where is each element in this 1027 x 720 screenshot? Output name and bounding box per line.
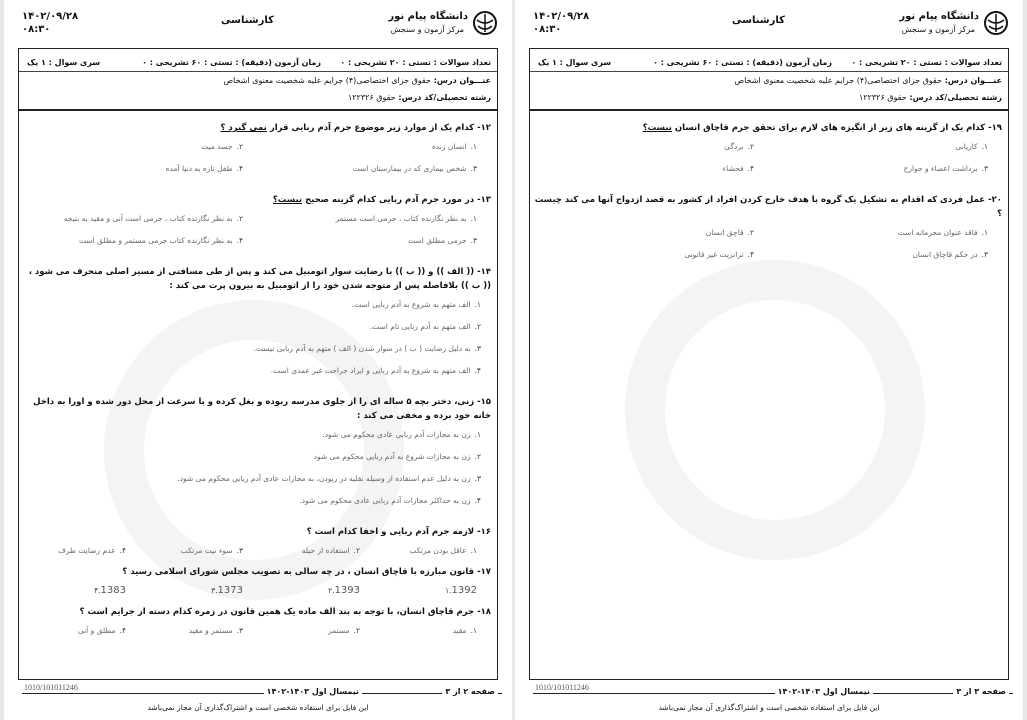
question-text: [23, 121, 491, 135]
question-counts: تعداد سوالات : تستی : ۲۰ تشریحی : ۰: [851, 58, 1002, 67]
option-number: ۱.: [445, 586, 452, 595]
answer-option[interactable]: [374, 625, 491, 637]
option-number: ۲.: [474, 452, 481, 461]
answer-option[interactable]: [140, 585, 257, 597]
question-item: [23, 525, 491, 557]
answer-option[interactable]: [140, 625, 257, 637]
option-number: ۱.: [470, 546, 477, 555]
option-number: ۱.: [474, 430, 481, 439]
question-stem: (( الف )) و (( ب )) با رضایت سوار اتومبیل می کند و پس از طی مسافتی از مسیر اصلی منحرف می شود ، (( ب )) بلافاصله پس از متوجه شدن خود را از اتومبیل به بیرون پرت می کند :: [28, 267, 491, 291]
question-item: [23, 265, 491, 387]
answer-option[interactable]: [23, 235, 257, 247]
question-number: ۱۴-: [477, 267, 491, 277]
option-text: فحشاء: [722, 164, 744, 173]
answer-option[interactable]: [23, 163, 257, 175]
university-emblem-icon: [472, 10, 498, 36]
answer-option[interactable]: [23, 429, 491, 441]
answer-options: [534, 141, 1002, 185]
term-label: نیمسال اول ۱۴۰۳-۱۴۰۲: [264, 687, 362, 696]
option-text: الف متهم به شروع به آدم ربایی و ایراد جراحت غیر عمدی است.: [270, 366, 471, 375]
answer-option[interactable]: [23, 625, 140, 637]
answer-option[interactable]: [534, 163, 768, 175]
page-footer: [22, 683, 502, 701]
option-number: ۳.: [211, 586, 218, 595]
answer-option[interactable]: [374, 585, 491, 597]
answer-option[interactable]: [23, 365, 491, 377]
exam-time: ۰۸:۳۰: [22, 24, 51, 35]
option-text: مطلق و آنی: [77, 626, 116, 635]
page-number: صفحه ۲ از ۳: [442, 687, 498, 696]
exam-info-row: [530, 58, 1008, 72]
university-emblem-icon: [983, 10, 1009, 36]
option-text: به نظر نگارنده کتاب ، جرمی است مستمر: [335, 214, 467, 223]
question-number: ۱۳-: [477, 195, 491, 205]
option-text: به دلیل رضایت ( ب ) در سوار شدن ( الف ) متهم به آدم ربایی نیست.: [253, 344, 471, 353]
exam-datetime: [533, 10, 589, 36]
answer-option[interactable]: [23, 141, 257, 153]
divider: [19, 71, 497, 72]
question-number: ۱۵-: [477, 397, 491, 407]
divider: [530, 71, 1008, 72]
option-number: ۳.: [981, 250, 988, 259]
exam-center-name: مرکز آزمون و سنجش: [390, 25, 464, 34]
exam-page-3: [515, 0, 1023, 720]
question-stem: زنی، دختر بچه ۵ ساله ای را از جلوی مدرسه ربوده و بغل کرده و با سرعت از محل دور شده و اورا به داخل خانه خود برده و مخفی می کند :: [33, 397, 491, 421]
copyright-notice: این فایل برای استفاده شخصی است و اشتراک‌گذاری آن مجاز نمی‌باشد: [658, 703, 880, 712]
exam-info-row: [19, 58, 497, 72]
question-text: [23, 193, 491, 207]
option-text: عدم رضایت طرف: [58, 546, 116, 555]
option-text: به نظر نگارنده کتاب ، جرمی است آنی و مقید به نتیجه: [63, 214, 233, 223]
option-text: الف متهم به آدم ربایی تام است.: [369, 322, 471, 331]
question-item: [23, 193, 491, 257]
answer-option[interactable]: [23, 495, 491, 507]
option-number: ۲.: [474, 322, 481, 331]
page-footer: [533, 683, 1013, 701]
exam-date: ۱۴۰۲/۰۹/۲۸: [533, 11, 590, 22]
answer-option[interactable]: [374, 545, 491, 557]
option-number: ۳.: [474, 474, 481, 483]
question-number: ۱۶-: [477, 527, 491, 537]
option-number: ۲.: [353, 546, 360, 555]
option-number: ۱.: [981, 228, 988, 237]
option-number: ۳.: [236, 546, 243, 555]
exam-duration: زمان آزمون (دقیقه) : تستی : ۶۰ تشریحی : ۰: [653, 58, 832, 67]
question-item: [23, 605, 491, 637]
question-text: [23, 265, 491, 293]
option-number: ۴.: [119, 546, 126, 555]
copyright-notice: این فایل برای استفاده شخصی است و اشتراک‌گذاری آن مجاز نمی‌باشد: [147, 703, 369, 712]
term-label: نیمسال اول ۱۴۰۳-۱۴۰۲: [775, 687, 873, 696]
option-text: 1383: [100, 585, 126, 596]
option-number: ۴.: [236, 236, 243, 245]
exam-time: ۰۸:۳۰: [533, 24, 562, 35]
answer-option[interactable]: [257, 213, 491, 225]
page-number: صفحه ۳ از ۳: [953, 687, 1009, 696]
question-item: [23, 565, 491, 597]
option-number: ۱.: [474, 300, 481, 309]
option-number: ۲.: [236, 142, 243, 151]
question-number: ۲۰-: [988, 195, 1002, 205]
answer-options: [23, 429, 491, 517]
option-text: زن به دلیل عدم استفاده از وسیله نقلیه در ربودن، به مجازات عادی آدم ربایی محکوم می شود.: [177, 474, 471, 483]
option-number: ۲.: [747, 228, 754, 237]
course-title: عنـــوان درس: حقوق جزای اختصاصی(۴) جرایم علیه شخصیت معنوی اشخاص: [734, 76, 1002, 85]
option-text: 1392: [451, 585, 477, 596]
answer-option[interactable]: [23, 213, 257, 225]
answer-option[interactable]: [23, 321, 491, 333]
course-title: عنـــوان درس: حقوق جزای اختصاصی(۴) جرایم علیه شخصیت معنوی اشخاص: [223, 76, 491, 85]
question-item: [534, 121, 1002, 185]
answer-option[interactable]: [23, 451, 491, 463]
option-number: ۴.: [94, 586, 101, 595]
option-number: ۴.: [747, 164, 754, 173]
divider: [533, 693, 1013, 694]
option-number: ۳.: [981, 164, 988, 173]
answer-option[interactable]: [23, 585, 140, 597]
question-stem: کدام یک از گزینه های زیر از انگیزه های لازم برای تحقق جرم قاچاق انسان: [671, 123, 986, 133]
option-text: در حکم قاچاق انسان: [912, 250, 978, 259]
university-logo: [839, 8, 1009, 44]
option-text: زن به حداکثر مجازات آدم ربایی عادی محکوم می شود.: [299, 496, 471, 505]
question-series: سری سوال : ۱ یک: [538, 58, 612, 67]
exam-code: 1010/101011246: [24, 683, 78, 692]
option-text: زن به مجازات آدم ربایی عادی محکوم می شود.: [322, 430, 471, 439]
option-text: کاریابی: [955, 142, 978, 151]
exam-page-2: [4, 0, 512, 720]
field-code-value: حقوق ۱۲۲۳۲۶: [858, 93, 907, 102]
option-text: برداشت اعضاء و جوارح: [903, 164, 978, 173]
exam-date: ۱۴۰۲/۰۹/۲۸: [22, 11, 79, 22]
answer-option[interactable]: [768, 141, 1002, 153]
option-number: ۱.: [470, 142, 477, 151]
option-text: مقید: [452, 626, 467, 635]
option-text: مستمر: [328, 626, 350, 635]
question-item: [534, 193, 1002, 271]
university-name: دانشگاه پیام نور: [388, 11, 468, 22]
answer-option[interactable]: [768, 227, 1002, 239]
answer-option[interactable]: [23, 299, 491, 311]
question-stem: در مورد جرم آدم ربایی کدام گزینه صحیح: [302, 195, 475, 205]
option-number: ۴.: [747, 250, 754, 259]
exam-duration: زمان آزمون (دقیقه) : تستی : ۶۰ تشریحی : ۰: [142, 58, 321, 67]
question-item: [23, 121, 491, 185]
question-stem: کدام یک از موارد زیر موضوع جرم آدم ربایی قرار: [266, 123, 475, 133]
question-text: [23, 525, 491, 539]
degree-level: کارشناسی: [732, 15, 785, 26]
answer-option[interactable]: [257, 235, 491, 247]
answer-options: [23, 625, 491, 637]
field-code: رشته تحصیلی/کد درس: حقوق ۱۲۲۳۲۶: [347, 93, 491, 102]
answer-options: [23, 213, 491, 257]
field-code: رشته تحصیلی/کد درس: حقوق ۱۲۲۳۲۶: [858, 93, 1002, 102]
page-header: [515, 0, 1023, 48]
option-text: الف متهم به شروع به آدم ربایی است.: [351, 300, 471, 309]
option-number: ۲.: [747, 142, 754, 151]
question-stem: قانون مبارزه با قاچاق انسان ، در چه سالی به تصویب مجلس شورای اسلامی رسید ؟: [122, 567, 475, 577]
option-number: ۴.: [119, 626, 126, 635]
question-text: [23, 565, 491, 579]
option-text: بردگی: [724, 142, 744, 151]
answer-options: [23, 299, 491, 387]
divider: [19, 109, 497, 111]
question-list: [534, 121, 1002, 279]
option-text: 1393: [334, 585, 360, 596]
option-text: به نظر نگارنده کتاب جرمی مستمر و مطلق است: [79, 236, 233, 245]
question-series: سری سوال : ۱ یک: [27, 58, 101, 67]
option-number: ۴.: [474, 366, 481, 375]
option-text: 1373: [217, 585, 243, 596]
option-text: استفاده از حیله: [301, 546, 350, 555]
option-text: فاقد عنوان مجرمانه است: [897, 228, 978, 237]
degree-level: کارشناسی: [221, 15, 274, 26]
option-text: عاقل بودن مرتکب: [409, 546, 467, 555]
answer-options: [23, 545, 491, 557]
field-code-value: حقوق ۱۲۲۳۲۶: [347, 93, 396, 102]
option-number: ۳.: [470, 236, 477, 245]
question-emphasis: نمی گیرد ؟: [220, 123, 267, 133]
option-text: جسد میت: [201, 142, 233, 151]
university-name: دانشگاه پیام نور: [899, 11, 979, 22]
option-number: ۴.: [236, 164, 243, 173]
option-text: شخص بیماری که در بیمارستان است: [352, 164, 467, 173]
option-text: ترانزیت غیر قانونی: [684, 250, 744, 259]
answer-option[interactable]: [768, 163, 1002, 175]
answer-option[interactable]: [257, 585, 374, 597]
question-number: ۱۸-: [477, 607, 491, 617]
question-stem: لازمه جرم آدم ربایی و اخفا کدام است ؟: [306, 527, 475, 537]
question-stem: جرم قاچاق انسان، با توجه به بند الف ماده یک همین قانون در زمره کدام دسته از جرایم است ؟: [79, 607, 475, 617]
answer-options: [23, 141, 491, 185]
answer-options: [534, 227, 1002, 271]
question-text: [23, 395, 491, 423]
option-number: ۱.: [470, 626, 477, 635]
option-number: ۲.: [236, 214, 243, 223]
option-text: سوء نیت مرتکب: [180, 546, 233, 555]
option-number: ۴.: [474, 496, 481, 505]
option-number: ۱.: [470, 214, 477, 223]
question-stem: عمل فردی که اقدام به تشکیل یک گروه با هدف خارج کردن افراد از کشور به قصد ازدواج آنها می کند چیست ؟: [534, 195, 1002, 219]
divider: [22, 693, 502, 694]
answer-option[interactable]: [257, 163, 491, 175]
option-text: مستمر و مقید: [188, 626, 233, 635]
divider: [530, 109, 1008, 111]
answer-options: [23, 585, 491, 597]
answer-option[interactable]: [534, 227, 768, 239]
university-logo: [328, 8, 498, 44]
answer-option[interactable]: [23, 545, 140, 557]
answer-option[interactable]: [534, 141, 768, 153]
answer-option[interactable]: [23, 343, 491, 355]
option-number: ۳.: [474, 344, 481, 353]
option-number: ۲.: [353, 626, 360, 635]
question-text: [534, 193, 1002, 221]
answer-option[interactable]: [257, 625, 374, 637]
question-text: [23, 605, 491, 619]
exam-sheet: [18, 48, 498, 680]
question-number: ۱۹-: [988, 123, 1002, 133]
option-number: ۲.: [328, 586, 335, 595]
option-text: طفل تازه به دنیا آمده: [165, 164, 233, 173]
answer-option[interactable]: [140, 545, 257, 557]
option-text: انسان زنده: [431, 142, 467, 151]
exam-datetime: [22, 10, 78, 36]
answer-option[interactable]: [768, 249, 1002, 261]
question-counts: تعداد سوالات : تستی : ۲۰ تشریحی : ۰: [340, 58, 491, 67]
question-emphasis: نیست؟: [272, 195, 303, 205]
answer-option[interactable]: [23, 473, 491, 485]
option-text: زن به مجازات شروع به آدم ربایی محکوم می شود: [313, 452, 471, 461]
exam-code: 1010/101011246: [535, 683, 589, 692]
exam-center-name: مرکز آزمون و سنجش: [901, 25, 975, 34]
option-number: ۳.: [470, 164, 477, 173]
exam-sheet: [529, 48, 1009, 680]
answer-option[interactable]: [534, 249, 768, 261]
option-text: قاچق انسان: [705, 228, 744, 237]
question-emphasis: نیست؟: [642, 123, 672, 133]
course-title-value: حقوق جزای اختصاصی(۴) جرایم علیه شخصیت معنوی اشخاص: [734, 76, 942, 85]
option-text: جرمی مطلق است: [408, 236, 467, 245]
answer-option[interactable]: [257, 141, 491, 153]
question-item: [23, 395, 491, 517]
question-text: [534, 121, 1002, 135]
page-header: [4, 0, 512, 48]
question-list: [23, 121, 491, 645]
option-number: ۱.: [981, 142, 988, 151]
course-title-value: حقوق جزای اختصاصی(۴) جرایم علیه شخصیت معنوی اشخاص: [223, 76, 431, 85]
question-number: ۱۲-: [477, 123, 491, 133]
option-number: ۳.: [236, 626, 243, 635]
question-number: ۱۷-: [477, 567, 491, 577]
answer-option[interactable]: [257, 545, 374, 557]
